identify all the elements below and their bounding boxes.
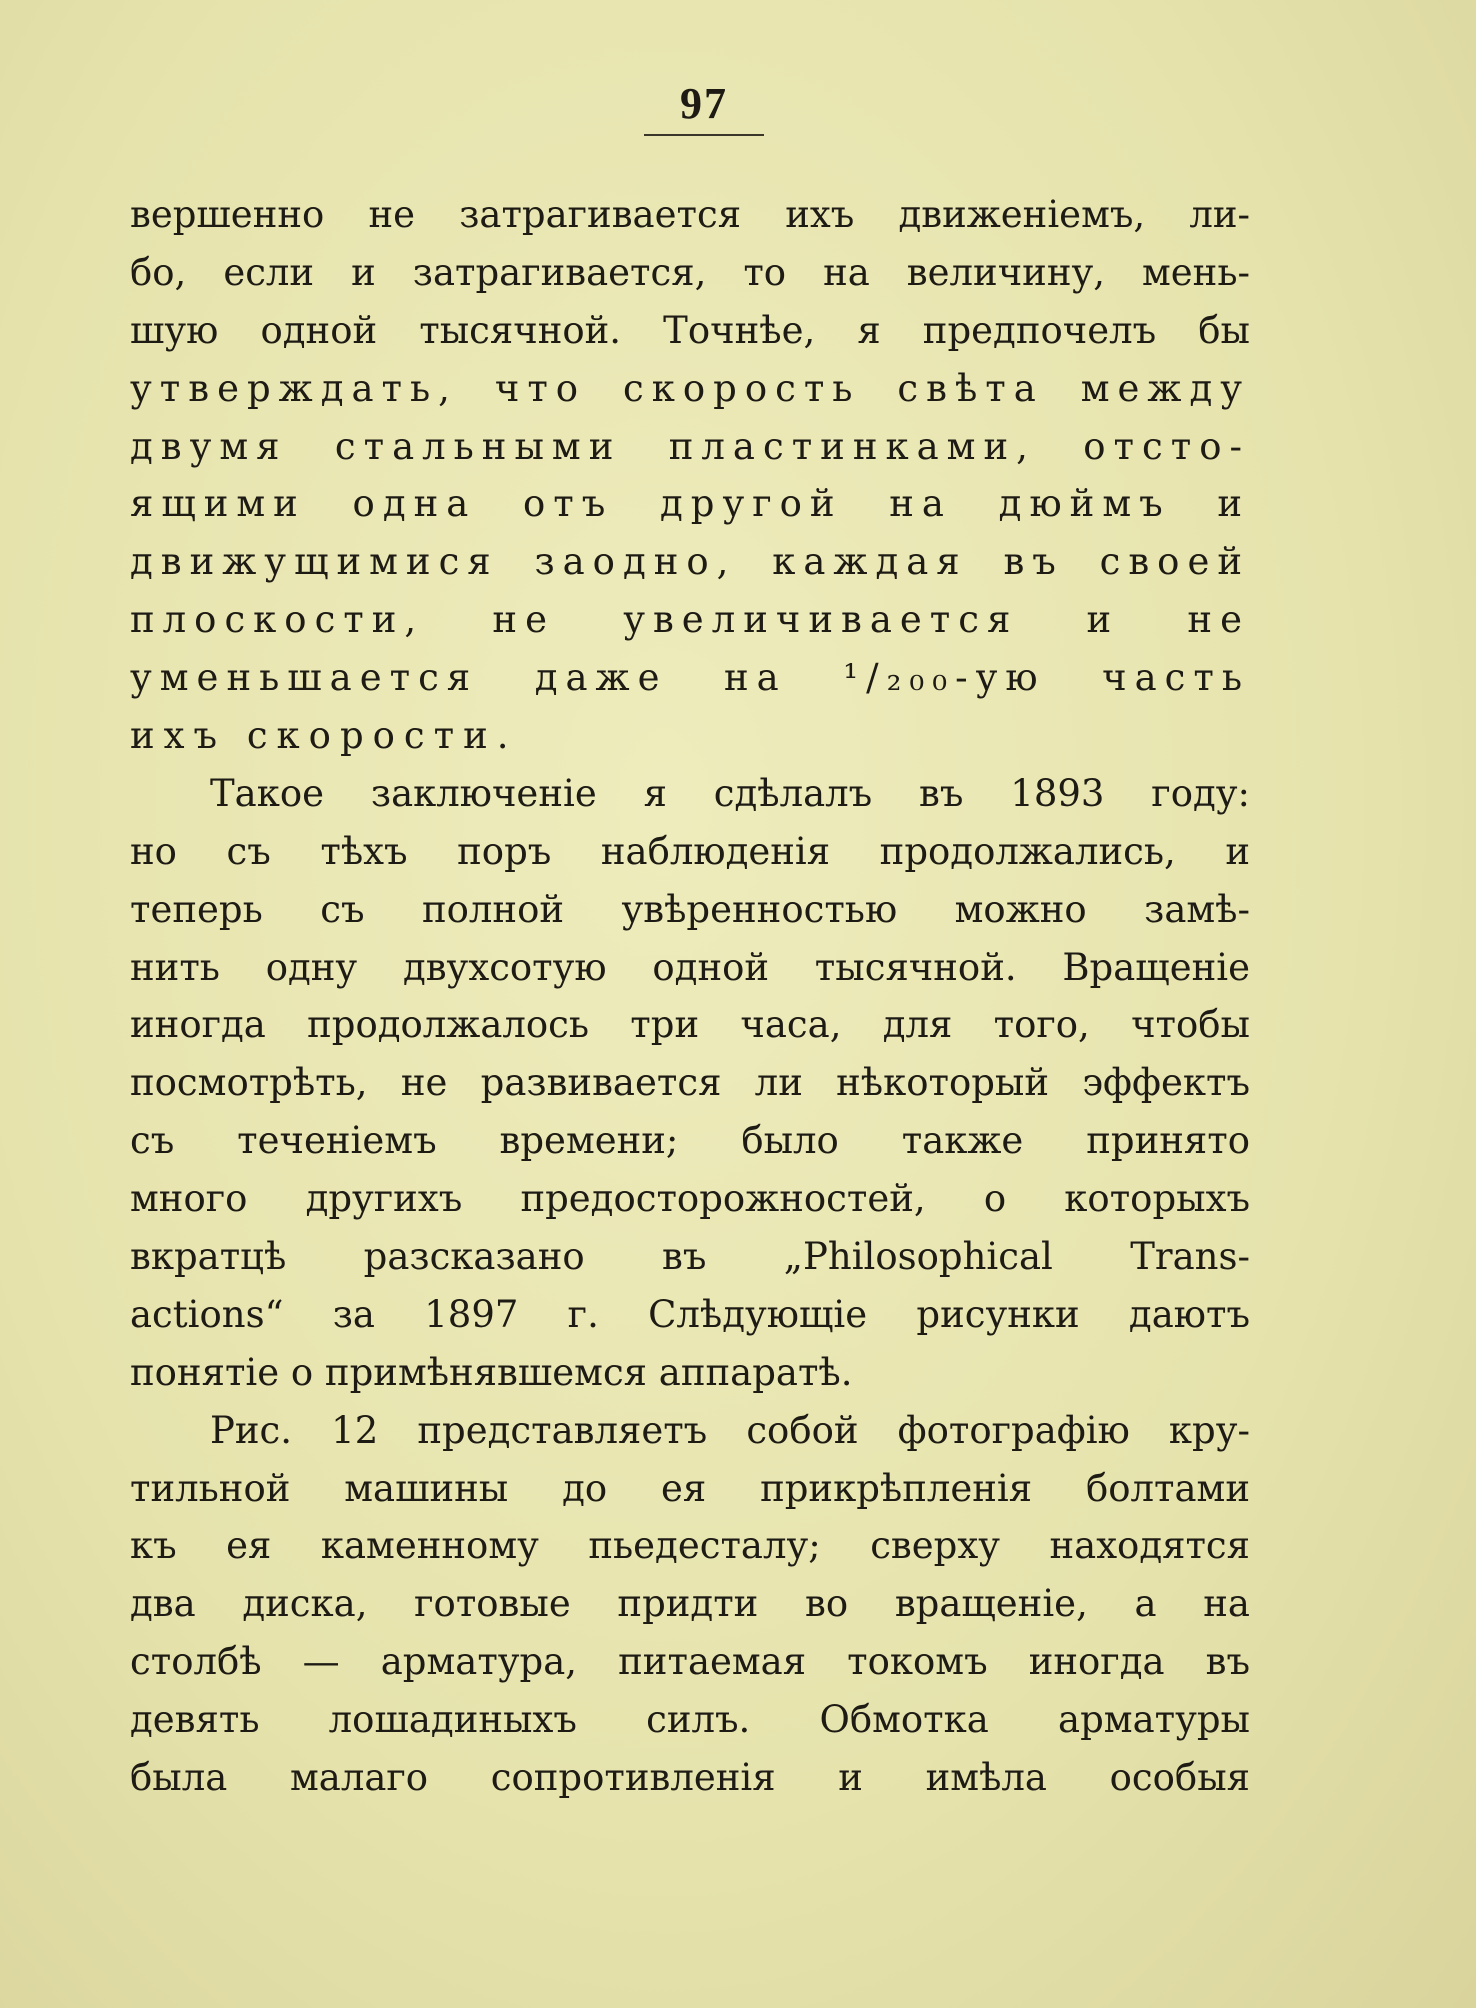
paragraph (130, 765, 1250, 1402)
text-line-emphasis: ящими одна отъ другой на дюймъ и (130, 482, 1250, 526)
text-line: съ теченіемъ времени; было также принято (130, 1119, 1250, 1163)
text-line-emphasis: двумя стальными пластинками, отсто- (130, 424, 1250, 468)
text-line: вкратцѣ разсказано въ „Philosophical Trans- (130, 1235, 1250, 1279)
text-line-emphasis: уменьшается даже на ¹/₂₀₀-ую часть (130, 656, 1250, 700)
text-line: понятіе о примѣнявшемся аппаратѣ. (130, 1350, 853, 1394)
page-number: 97 (680, 79, 728, 128)
paragraph (130, 1402, 1250, 1807)
text-line: была малаго сопротивленія и имѣла особыя (130, 1756, 1250, 1800)
page-number-rule (644, 134, 764, 136)
page-text (130, 186, 1250, 1807)
text-line: два диска, готовые придти во вращеніе, а на (130, 1582, 1250, 1626)
text-line-emphasis: движущимися заодно, каждая въ своей (130, 540, 1250, 584)
text-line: столбѣ — арматура, питаемая токомъ иногда въ (130, 1640, 1250, 1684)
text-line: вершенно не затрагивается ихъ движеніемъ, ли- (130, 193, 1250, 236)
text-line: посмотрѣть, не развивается ли нѣкоторый эффектъ (130, 1061, 1250, 1105)
text-line: бо, если и затрагивается, то на величину, мень- (130, 250, 1250, 294)
text-line-emphasis: ихъ скорости. (130, 714, 518, 758)
text-line: иногда продолжалось три часа, для того, чтобы (130, 1003, 1250, 1047)
text-line-emphasis: утверждать, что скорость свѣта между (130, 366, 1250, 410)
text-line: къ ея каменному пьедесталу; сверху находятся (130, 1524, 1250, 1568)
text-line: теперь съ полной увѣренностью можно замѣ- (130, 887, 1250, 931)
text-line: тильной машины до ея прикрѣпленія болтами (130, 1466, 1250, 1510)
text-line: девять лошадиныхъ силъ. Обмотка арматуры (130, 1698, 1250, 1742)
text-line: actions“ за 1897 г. Слѣдующіе рисунки даютъ (130, 1292, 1250, 1336)
text-line-emphasis: плоскости, не увеличивается и не (130, 598, 1250, 642)
paragraph (130, 186, 1250, 765)
text-line: Такое заключеніе я сдѣлалъ въ 1893 году: (210, 771, 1250, 815)
text-line: нить одну двухсотую одной тысячной. Вращеніе (130, 945, 1250, 989)
text-line: много другихъ предосторожностей, о которыхъ (130, 1177, 1250, 1221)
text-line: Рис. 12 представляетъ собой фотографію кру- (210, 1408, 1250, 1452)
text-line: шую одной тысячной. Точнѣе, я предпочелъ бы (130, 308, 1250, 352)
text-line: но съ тѣхъ поръ наблюденія продолжались, и (130, 829, 1250, 873)
